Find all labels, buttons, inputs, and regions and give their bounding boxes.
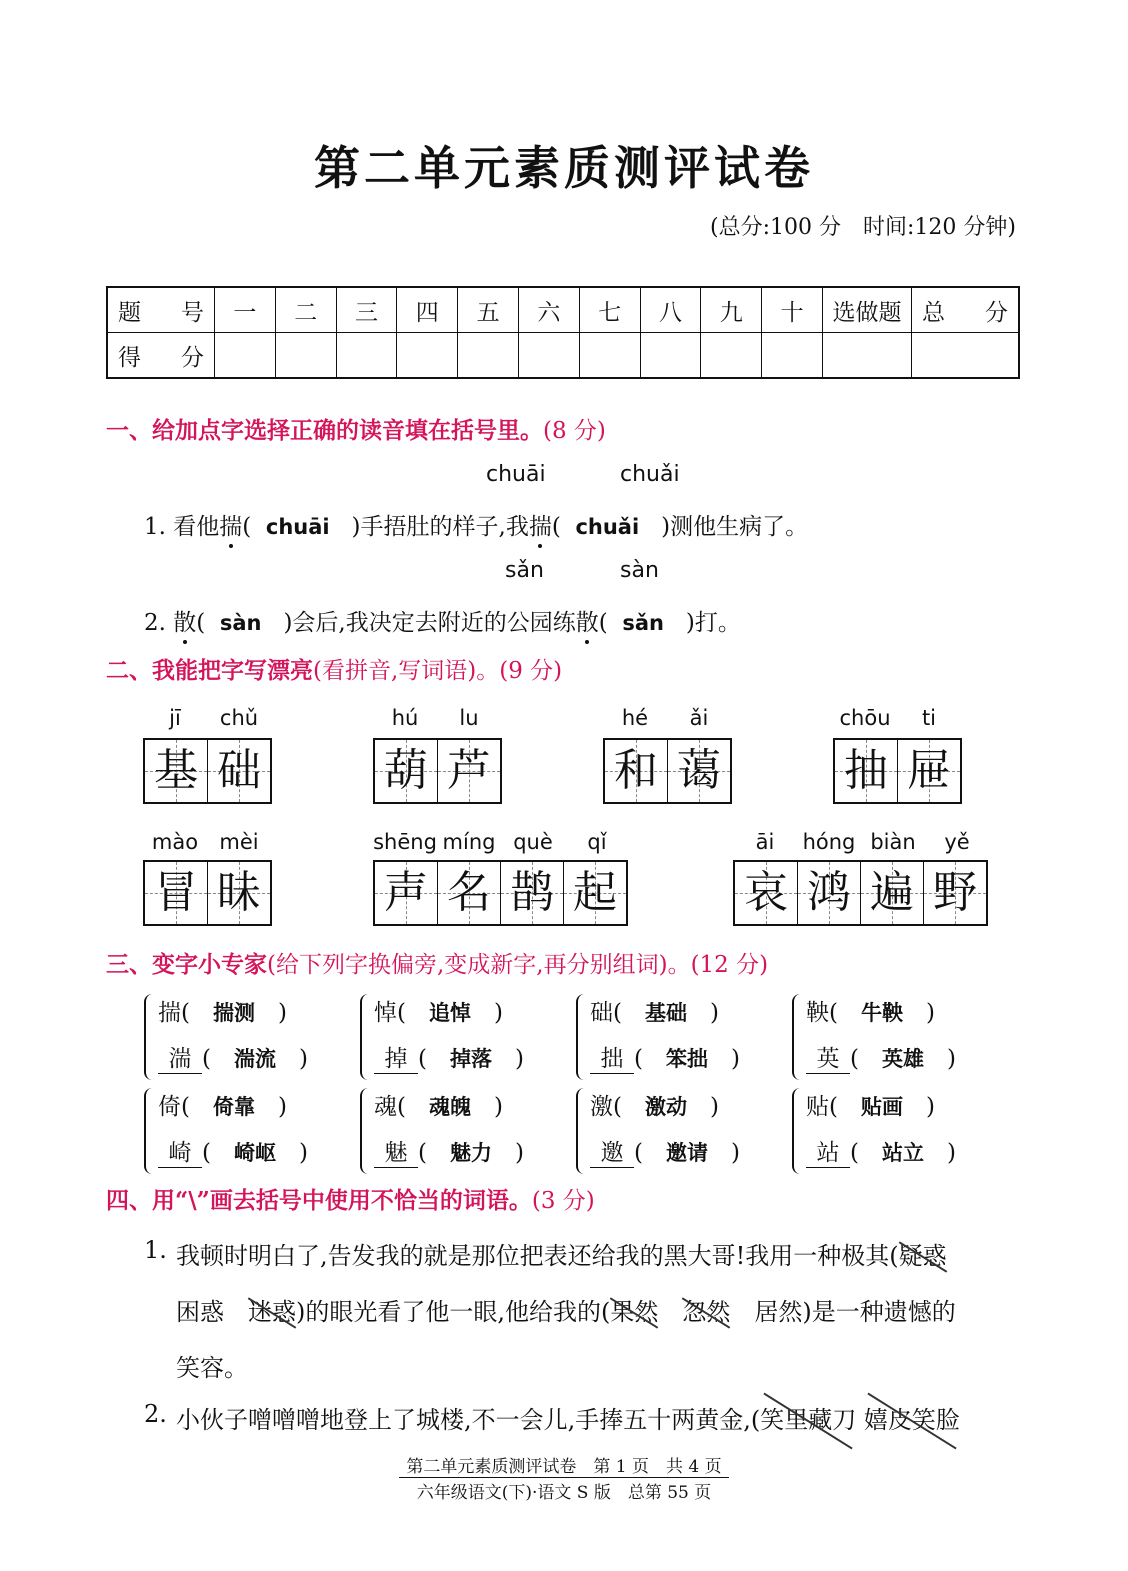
q2-line	[144, 604, 741, 637]
section1-title: 一、给加点字选择正确的读音填在括号里。	[106, 417, 543, 444]
q1-number: 1.	[144, 514, 166, 540]
pinyin: chōu	[839, 706, 891, 730]
pinyin: mèi	[219, 830, 259, 854]
pinyin: hóng	[802, 830, 856, 854]
score-cell[interactable]	[397, 333, 458, 379]
q2-paren-open-1: (	[196, 610, 206, 636]
pinyin: míng	[442, 830, 496, 854]
pinyin: yě	[944, 830, 970, 854]
pinyin: ǎi	[689, 706, 709, 730]
q2-number: 2.	[144, 610, 166, 636]
q2-option-2: sàn	[620, 558, 659, 583]
section4-points: (3 分)	[531, 1188, 595, 1214]
score-col-5: 五	[458, 287, 519, 333]
q1-paren-open-1: (	[242, 514, 252, 540]
q1-dotted-char-1: 揣	[219, 514, 243, 540]
change-char-item: 鞅( 牛鞅 ) 英 ( 英雄 )	[792, 994, 992, 1084]
score-cell[interactable]	[336, 333, 397, 379]
score-value-label: 得分	[107, 333, 215, 379]
char-cell: 声	[375, 862, 438, 924]
char-cell: 蔼	[668, 740, 730, 802]
score-value-row	[107, 333, 1019, 379]
text	[856, 1406, 864, 1434]
char-cell: 础	[208, 740, 270, 802]
q2-text-d: )会后,我决定去附近的公园练	[283, 610, 576, 636]
q2-paren-open-2: (	[598, 610, 608, 636]
footer-line1: 第二单元素质测评试卷 第 1 页 共 4 页	[406, 1457, 722, 1477]
char-cell: 和	[605, 740, 668, 802]
q1-text-f: )测他生病了。	[661, 514, 809, 540]
word-answer[interactable]: 贴画	[860, 1095, 903, 1119]
char-cell: 葫	[375, 740, 438, 802]
word7-pinyin	[733, 830, 989, 854]
char-cell: 基	[145, 740, 208, 802]
section1-heading	[106, 412, 606, 445]
section3-heading	[106, 946, 768, 979]
section4-title: 四、用“\”画去括号中使用不恰当的词语。	[106, 1187, 532, 1214]
score-col-1: 一	[215, 287, 276, 333]
q2-answer-2[interactable]: sǎn	[622, 611, 664, 635]
q2-answer-1[interactable]: sàn	[219, 611, 262, 635]
pinyin: hé	[621, 706, 649, 730]
q1-text-a: 看他	[173, 514, 220, 540]
char-cell: 名	[438, 862, 501, 924]
struck-word[interactable]: 笑里藏刀	[760, 1406, 857, 1434]
pinyin: mào	[151, 830, 199, 854]
char-cell: 野	[924, 862, 986, 924]
q2-dotted-char-2: 散	[575, 610, 599, 636]
s4-q1-line2	[176, 1292, 956, 1327]
section2-heading	[106, 652, 562, 685]
char-cell: 起	[564, 862, 626, 924]
section2-points: (9 分)	[499, 658, 563, 684]
word2-grid[interactable]	[373, 738, 502, 804]
s4-q1-number: 1.	[144, 1236, 167, 1264]
struck-word[interactable]: 疑惑	[898, 1242, 947, 1270]
section2-title: 二、我能把字写漂亮	[106, 657, 313, 684]
base-char: 悼	[374, 1000, 397, 1026]
new-char[interactable]: 站	[806, 1134, 850, 1168]
score-col-total: 总分	[912, 287, 1020, 333]
base-char: 础	[590, 1000, 613, 1026]
text: 居然)是一种遗憾的	[730, 1298, 956, 1326]
word3-grid[interactable]	[603, 738, 732, 804]
text: )的眼光看了他一眼,他给我的(	[296, 1298, 611, 1326]
pinyin: shēng	[373, 830, 437, 854]
score-cell[interactable]	[640, 333, 701, 379]
q2-dotted-char-1: 散	[173, 610, 197, 636]
word6-pinyin	[373, 830, 629, 854]
change-char-item: 揣( 揣测 ) 湍 ( 湍流 )	[144, 994, 344, 1084]
section1-points: (8 分)	[543, 418, 606, 444]
word-answer[interactable]: 掉落	[449, 1047, 492, 1071]
new-char[interactable]: 崎	[158, 1134, 202, 1168]
score-table	[106, 286, 1020, 379]
new-char[interactable]: 掉	[374, 1040, 418, 1074]
new-char[interactable]: 拙	[590, 1040, 634, 1074]
q2-text-f: )打。	[685, 610, 741, 636]
pinyin: ti	[921, 706, 937, 730]
word5-grid[interactable]	[143, 860, 272, 926]
q1-paren-open-2: (	[551, 514, 561, 540]
word-answer[interactable]: 激动	[644, 1095, 687, 1119]
q1-answer-2[interactable]: chuǎi	[575, 515, 640, 539]
char-cell: 昧	[208, 862, 270, 924]
section3-note: (给下列字换偏旁,变成新字,再分别组词)。	[267, 952, 691, 978]
q1-text-d: )手捂肚的样子,我	[351, 514, 529, 540]
score-cell[interactable]	[823, 333, 912, 379]
score-cell[interactable]	[518, 333, 579, 379]
section3-title: 三、变字小专家	[106, 951, 267, 978]
base-char: 揣	[158, 1000, 181, 1026]
score-cell[interactable]	[762, 333, 823, 379]
s4-q1-line3: 笑容。	[176, 1354, 248, 1382]
word-answer[interactable]: 笨拙	[665, 1047, 708, 1071]
word-answer[interactable]: 基础	[644, 1001, 687, 1025]
base-char: 鞅	[806, 1000, 829, 1026]
char-cell: 遍	[861, 862, 924, 924]
q2-option-1: sǎn	[505, 558, 544, 583]
section3-points: (12 分)	[690, 952, 769, 978]
pinyin: lu	[459, 706, 479, 730]
q1-option-2: chuǎi	[620, 462, 680, 487]
struck-word[interactable]: 嬉皮笑脸	[863, 1406, 960, 1434]
pinyin: qǐ	[587, 830, 607, 854]
char-cell: 鸿	[798, 862, 861, 924]
change-char-item: 魂( 魂魄 ) 魅 ( 魅力 )	[360, 1088, 560, 1178]
change-char-item: 贴( 贴画 ) 站 ( 站立 )	[792, 1088, 992, 1178]
struck-word[interactable]: 迷惑	[248, 1298, 296, 1326]
q1-answer-1[interactable]: chuāi	[265, 515, 330, 539]
s4-q2-line1	[176, 1400, 960, 1435]
word-answer[interactable]: 崎岖	[233, 1141, 276, 1165]
struck-word[interactable]: 忽然	[682, 1298, 731, 1326]
score-col-10: 十	[762, 287, 823, 333]
score-col-9: 九	[701, 287, 762, 333]
char-cell: 屉	[898, 740, 960, 802]
text: 困惑	[176, 1298, 248, 1326]
footer	[0, 1452, 1128, 1503]
base-char: 倚	[158, 1094, 181, 1120]
word-answer[interactable]: 邀请	[665, 1141, 708, 1165]
exam-meta: (总分:100 分 时间:120 分钟)	[710, 215, 1016, 240]
word4-grid[interactable]	[833, 738, 962, 804]
section2-note: (看拼音,写词语)。	[313, 658, 500, 684]
s4-q1-line1	[176, 1236, 947, 1271]
section4-heading	[106, 1182, 595, 1215]
text	[658, 1298, 682, 1326]
footer-line2: 六年级语文(下)·语文 S 版 总第 55 页	[416, 1483, 712, 1503]
word1-grid[interactable]	[143, 738, 272, 804]
score-col-2: 二	[275, 287, 336, 333]
pinyin: āi	[755, 830, 775, 854]
pinyin: hú	[391, 706, 419, 730]
change-char-item: 激( 激动 ) 邀 ( 邀请 )	[576, 1088, 776, 1178]
char-cell: 冒	[145, 862, 208, 924]
word-answer[interactable]: 湍流	[233, 1047, 276, 1071]
word-answer[interactable]: 站立	[881, 1141, 924, 1165]
score-row-label: 题号	[107, 287, 215, 333]
word-answer[interactable]: 牛鞅	[860, 1001, 903, 1025]
char-cell: 哀	[735, 862, 798, 924]
change-char-item: 倚( 倚靠 ) 崎 ( 崎岖 )	[144, 1088, 344, 1178]
new-char[interactable]: 魅	[374, 1134, 418, 1168]
pinyin: biàn	[870, 830, 916, 854]
char-cell: 抽	[835, 740, 898, 802]
score-col-6: 六	[518, 287, 579, 333]
text: 小伙子噌噌噌地登上了城楼,不一会儿,手捧五十两黄金,(	[176, 1406, 761, 1434]
change-char-item: 础( 基础 ) 拙 ( 笨拙 )	[576, 994, 776, 1084]
word1-pinyin	[143, 706, 271, 730]
word3-pinyin	[603, 706, 731, 730]
new-char[interactable]: 邀	[590, 1134, 634, 1168]
text: 我顿时明白了,告发我的就是那位把表还给我的黑大哥!我用一种极其(	[176, 1242, 899, 1270]
score-cell[interactable]	[579, 333, 640, 379]
word-answer[interactable]: 魂魄	[428, 1095, 471, 1119]
pinyin: chǔ	[219, 706, 259, 730]
new-char[interactable]: 英	[806, 1040, 850, 1074]
score-col-7: 七	[579, 287, 640, 333]
word-answer[interactable]: 揣测	[212, 1001, 255, 1025]
struck-word[interactable]: 果然	[610, 1298, 659, 1326]
word6-grid[interactable]	[373, 860, 628, 926]
word2-pinyin	[373, 706, 501, 730]
score-cell[interactable]	[215, 333, 276, 379]
score-col-4: 四	[397, 287, 458, 333]
word-answer[interactable]: 英雄	[881, 1047, 924, 1071]
score-cell[interactable]	[458, 333, 519, 379]
s4-q2-number: 2.	[144, 1400, 167, 1428]
q1-dotted-char-2: 揣	[528, 514, 552, 540]
score-col-8: 八	[640, 287, 701, 333]
pinyin: jī	[169, 706, 181, 730]
page-title: 第二单元素质测评试卷	[314, 141, 814, 195]
word-answer[interactable]: 倚靠	[212, 1095, 255, 1119]
score-col-3: 三	[336, 287, 397, 333]
score-col-optional: 选做题	[823, 287, 912, 333]
new-char[interactable]: 湍	[158, 1040, 202, 1074]
change-char-item: 悼( 追悼 ) 掉 ( 掉落 )	[360, 994, 560, 1084]
score-header-row	[107, 287, 1019, 333]
pinyin: què	[513, 830, 553, 854]
word4-pinyin	[833, 706, 961, 730]
q1-line	[144, 508, 808, 541]
base-char: 贴	[806, 1094, 829, 1120]
word5-pinyin	[143, 830, 271, 854]
q1-option-1: chuāi	[486, 462, 546, 487]
base-char: 魂	[374, 1094, 397, 1120]
score-cell[interactable]	[275, 333, 336, 379]
score-cell[interactable]	[912, 333, 1020, 379]
word-answer[interactable]: 魅力	[449, 1141, 492, 1165]
word-answer[interactable]: 追悼	[428, 1001, 471, 1025]
char-cell: 芦	[438, 740, 500, 802]
score-cell[interactable]	[701, 333, 762, 379]
char-cell: 鹊	[501, 862, 564, 924]
base-char: 激	[590, 1094, 613, 1120]
word7-grid[interactable]	[733, 860, 988, 926]
